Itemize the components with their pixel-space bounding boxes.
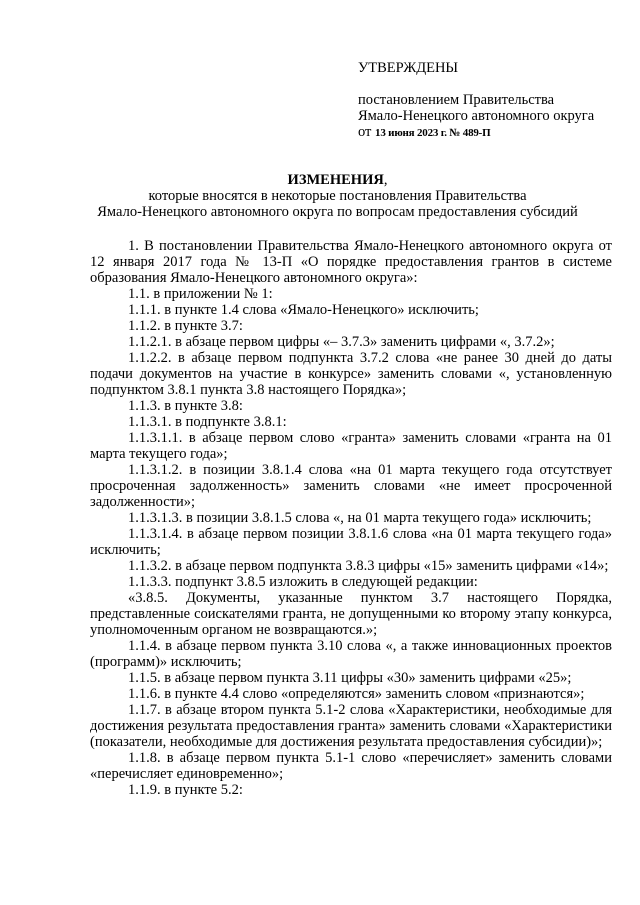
paragraph: 1. В постановлении Правительства Ямало-Ненецкого автономного округа от 12 января 2017 года № 13-П «О порядке предоставления грантов в системе образования Ямало-Ненецкого автономного округа»: xyxy=(90,238,612,286)
paragraph: 1.1.2.1. в абзаце первом цифры «– 3.7.3» заменить цифрами «, 3.7.2»; xyxy=(128,334,555,350)
title-heading-comma: , xyxy=(383,172,388,188)
paragraph: 1.1.3.1.3. в позиции 3.8.1.5 слова «, на 01 марта текущего года» исключить; xyxy=(128,510,592,526)
approval-date-number: 13 июня 2023 г. № 489-П xyxy=(375,127,491,139)
paragraph: 1.1.3.1.2. в позиции 3.8.1.4 слова «на 01 марта текущего года отсутствует просроченная задолженность» заменить словами «не имеет просроченной задолженности»; xyxy=(90,462,612,510)
title-line-2: Ямало-Ненецкого автономного округа по вопросам предоставления субсидий xyxy=(97,204,578,220)
paragraph: 1.1.8. в абзаце первом пункта 5.1-1 слово «перечисляет» заменить словами «перечисляет единовременно»; xyxy=(90,750,612,782)
approval-line-2: Ямало-Ненецкого автономного округа xyxy=(358,108,595,124)
approval-date-line xyxy=(358,124,628,141)
paragraph: 1.1.7. в абзаце втором пункта 5.1-2 слова «Характеристики, необходимые для достижения результата предоставления гранта» заменить словами «Характеристики (показатели, необходимые для достижения результата предоставления субсидии)»; xyxy=(90,702,612,750)
document-body xyxy=(90,238,612,798)
paragraph: 1.1.3.1. в подпункте 3.8.1: xyxy=(128,414,287,430)
paragraph: 1.1.4. в абзаце первом пункта 3.10 слова «, а также инновационных проектов (программ)» исключить; xyxy=(90,638,612,670)
paragraph: 1.1.3.2. в абзаце первом подпункта 3.8.3 цифры «15» заменить цифрами «14»; xyxy=(128,558,609,574)
approval-from-label: от xyxy=(358,124,372,140)
paragraph: 1.1.2.2. в абзаце первом подпункта 3.7.2 слова «не ранее 30 дней до даты подачи документов на участие в конкурсе» заменить словами «, установленную подпунктом 3.8.1 пункта 3.8 настоящего Порядка»; xyxy=(90,350,612,398)
paragraph: 1.1.3.3. подпункт 3.8.5 изложить в следующей редакции: xyxy=(128,574,478,590)
approval-heading: УТВЕРЖДЕНЫ xyxy=(358,60,459,76)
paragraph: 1.1.3. в пункте 3.8: xyxy=(128,398,243,414)
paragraph: «3.8.5. Документы, указанные пунктом 3.7 настоящего Порядка, представленные соискателями гранта, не допущенными ко второму этапу конкурса, уполномоченным органом не возвращаются.»; xyxy=(90,590,612,638)
paragraph: 1.1. в приложении № 1: xyxy=(128,286,273,302)
paragraph: 1.1.3.1.4. в абзаце первом позиции 3.8.1.6 слова «на 01 марта текущего года» исключить; xyxy=(90,526,612,558)
document-title xyxy=(60,172,615,220)
paragraph: 1.1.3.1.1. в абзаце первом слово «гранта» заменить словами «гранта на 01 марта текущего года»; xyxy=(90,430,612,462)
title-line-1: которые вносятся в некоторые постановления Правительства xyxy=(148,188,527,204)
paragraph: 1.1.5. в абзаце первом пункта 3.11 цифры «30» заменить цифрами «25»; xyxy=(128,670,572,686)
paragraph: 1.1.2. в пункте 3.7: xyxy=(128,318,243,334)
title-heading: ИЗМЕНЕНИЯ xyxy=(287,172,384,188)
paragraph: 1.1.9. в пункте 5.2: xyxy=(128,782,243,798)
paragraph: 1.1.1. в пункте 1.4 слова «Ямало-Ненецкого» исключить; xyxy=(128,302,479,318)
approval-line-1: постановлением Правительства xyxy=(358,92,555,108)
paragraph: 1.1.6. в пункте 4.4 слово «определяются» заменить словом «признаются»; xyxy=(128,686,585,702)
approval-block xyxy=(358,60,628,141)
title-heading-line xyxy=(60,172,615,188)
